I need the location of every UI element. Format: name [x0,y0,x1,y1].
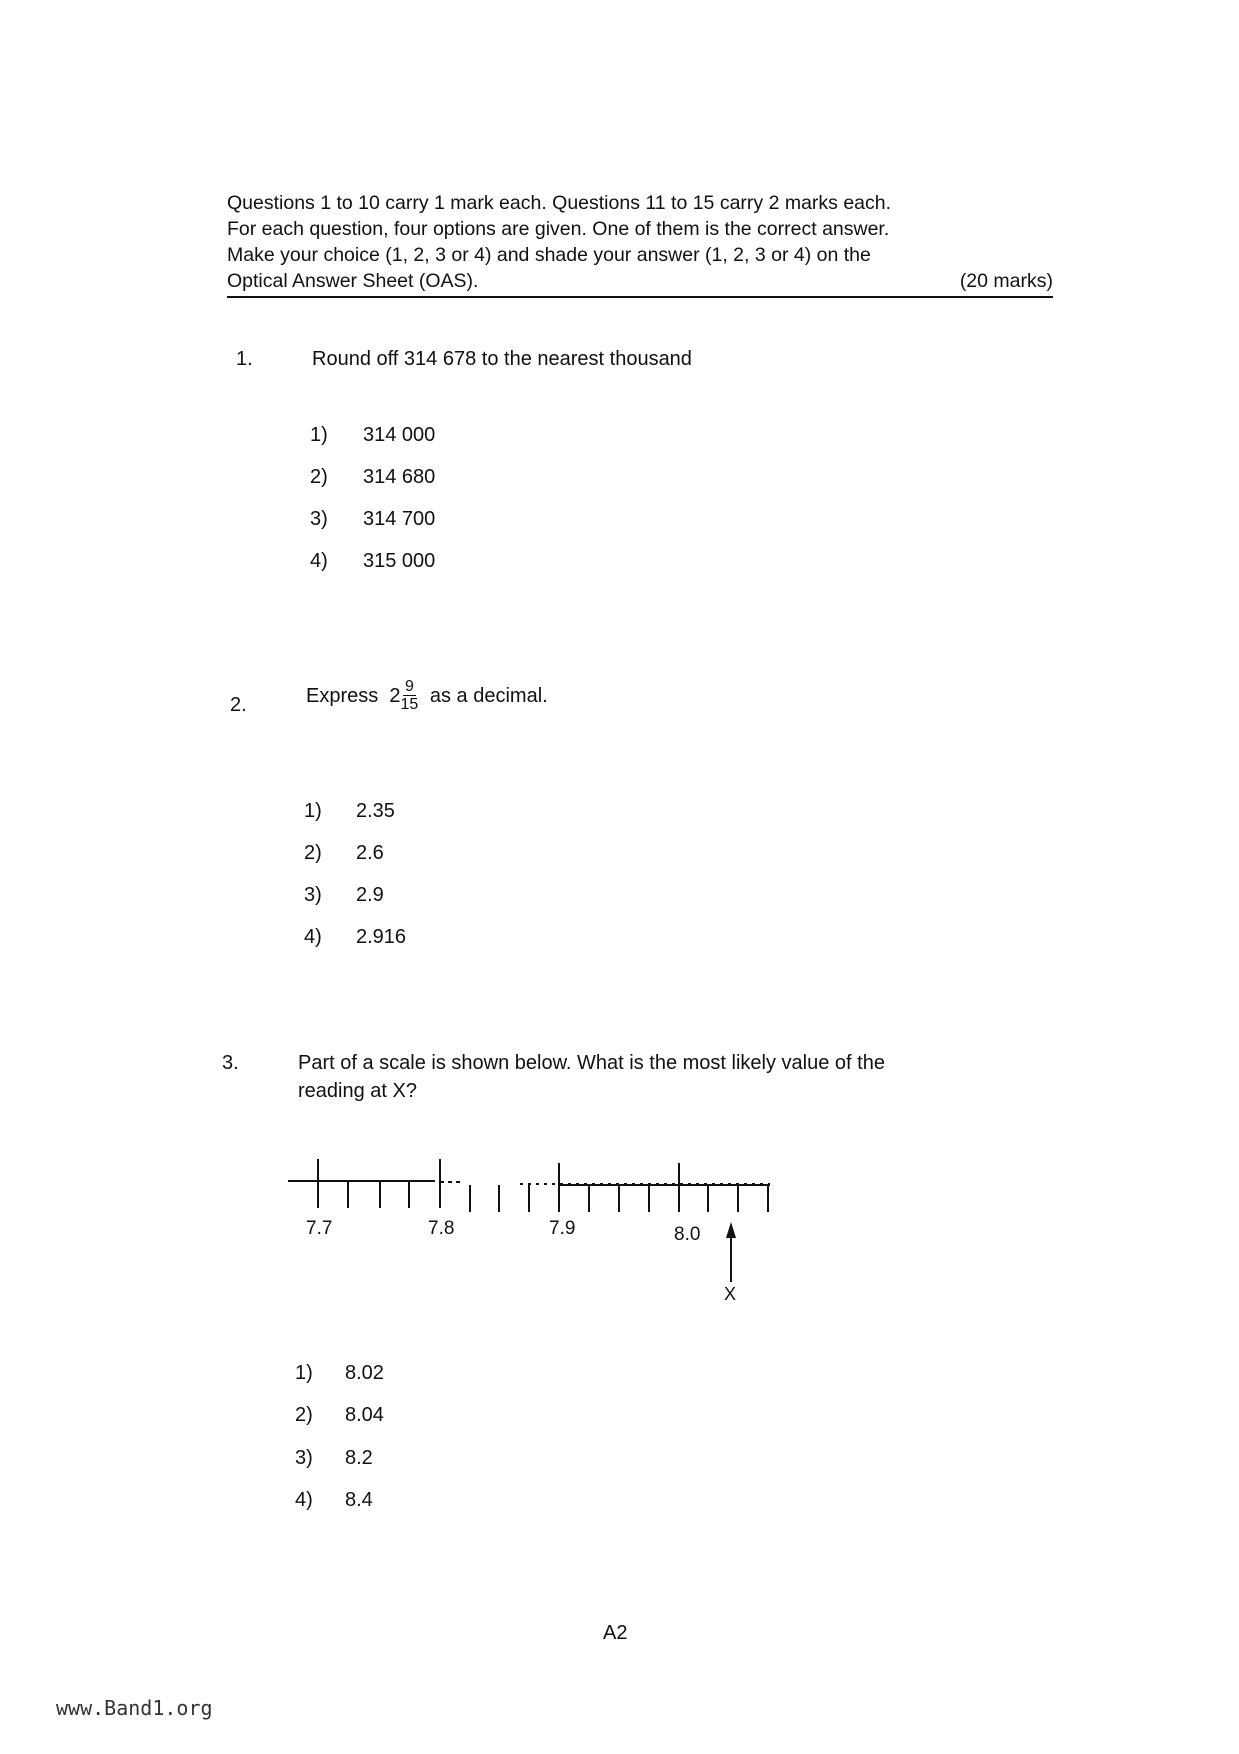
question-number: 2. [230,694,247,716]
text: Express [306,684,379,707]
instruction-line: Questions 1 to 10 carry 1 mark each. Questions 11 to 15 carry 2 marks each. [227,192,892,214]
option-number: 2) [304,842,322,864]
option-value: 315 000 [363,550,436,572]
question-text: reading at X? [298,1080,417,1102]
option-number: 4) [310,550,328,572]
option-number: 1) [304,800,322,822]
question-text: Part of a scale is shown below. What is the most likely value of the [298,1052,885,1074]
scale-label: 7.7 [306,1218,333,1239]
page-number: A2 [603,1622,628,1644]
question-number: 1. [236,348,253,370]
denominator: 15 [400,696,419,713]
option-number: 4) [304,926,322,948]
option-number: 4) [295,1489,313,1511]
option-number: 2) [295,1404,313,1426]
numerator: 9 [404,678,414,695]
instruction-line: Make your choice (1, 2, 3 or 4) and shade your answer (1, 2, 3 or 4) on the [227,244,871,266]
text: as a decimal. [429,684,548,707]
option-number: 1) [310,424,328,446]
option-number: 3) [295,1447,313,1469]
question-number: 3. [222,1052,239,1074]
option-value: 8.02 [345,1362,384,1384]
option-number: 3) [310,508,328,530]
instruction-line: Optical Answer Sheet (OAS). [227,270,479,292]
option-value: 8.4 [345,1489,373,1511]
scale-label: 8.0 [674,1224,701,1245]
marks-total: (20 marks) [959,270,1053,292]
option-value: 314 000 [363,424,436,446]
question-text: Round off 314 678 to the nearest thousand [312,348,692,370]
instruction-line: For each question, four options are given. One of them is the correct answer. [227,218,890,240]
scale-label: 7.8 [428,1218,455,1239]
option-value: 2.916 [356,926,407,948]
option-value: 2.6 [356,842,384,864]
option-number: 1) [295,1362,313,1384]
option-value: 314 700 [363,508,436,530]
option-value: 8.04 [345,1404,384,1426]
whole-number: 2 [389,684,401,707]
option-value: 8.2 [345,1447,373,1469]
arrow-head [726,1222,736,1238]
option-value: 2.35 [356,800,395,822]
footer-url: www.Band1.org [56,1696,213,1720]
scale-label: 7.9 [549,1218,576,1239]
option-value: 314 680 [363,466,436,488]
option-number: 3) [304,884,322,906]
pointer-label: X [724,1284,737,1304]
option-number: 2) [310,466,328,488]
option-value: 2.9 [356,884,384,906]
